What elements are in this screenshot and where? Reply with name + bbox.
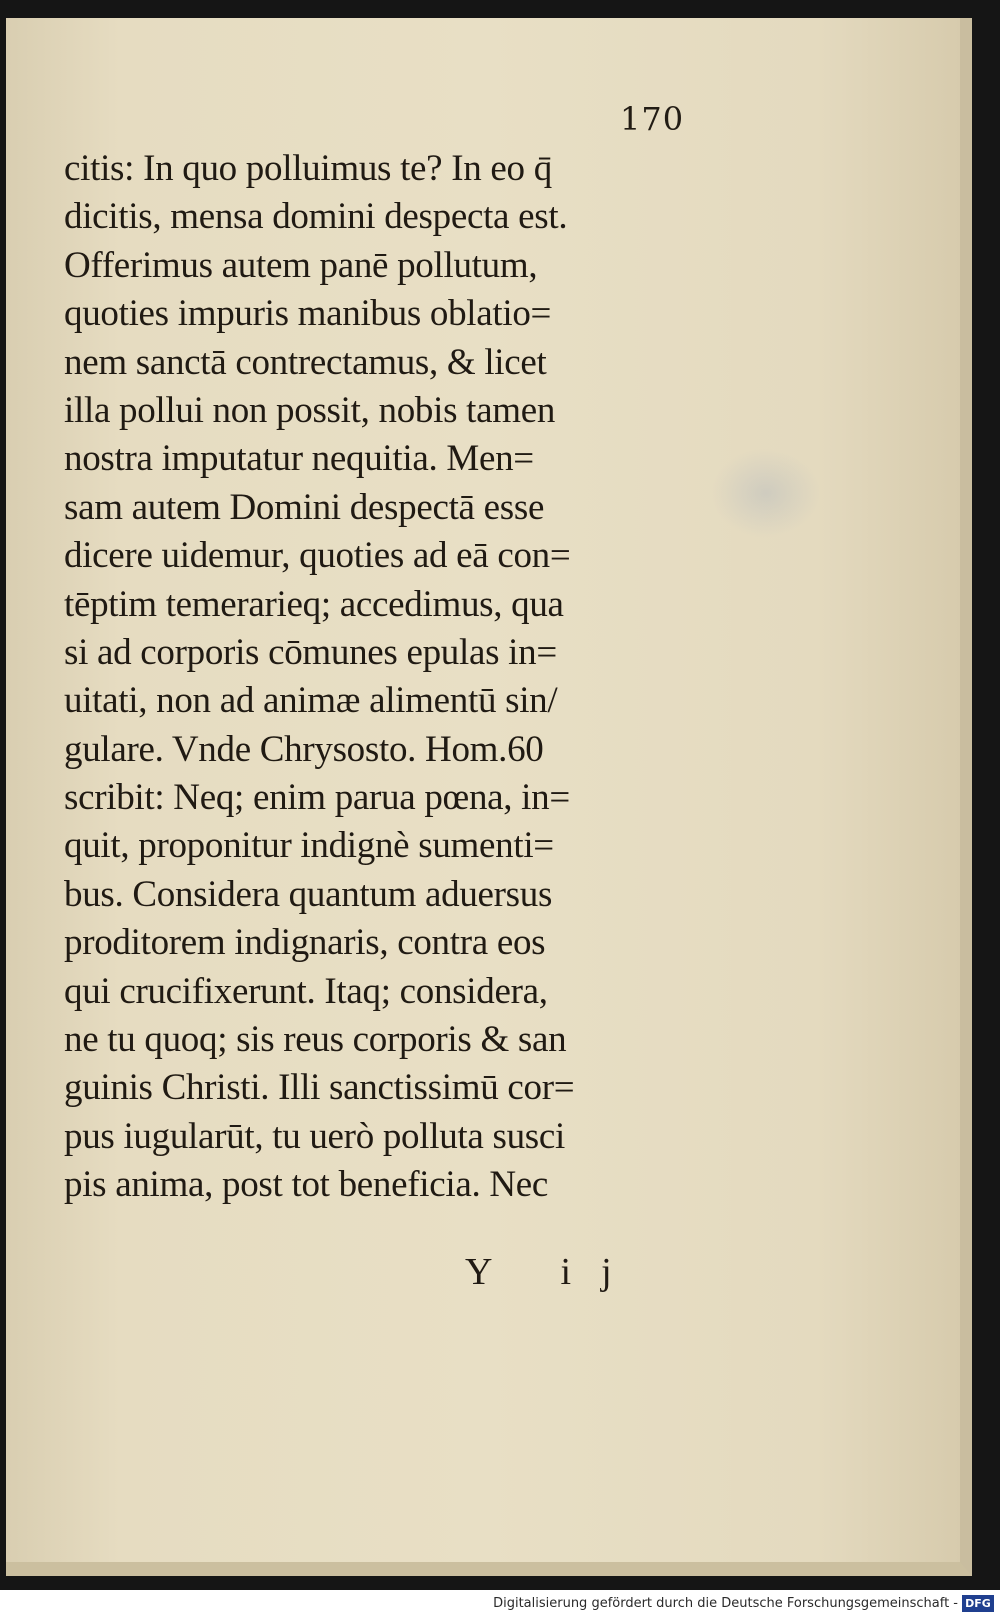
text-line: bus. Considera quantum aduersus [64, 873, 553, 915]
text-line: dicitis, mensa domini despecta est. [64, 196, 568, 238]
text-line: gulare. Vnde Chrysosto. Hom.60 [64, 728, 544, 770]
text-line: scribit: Neq; enim parua pœna, in= [64, 777, 570, 819]
dfg-logo: DFG [962, 1595, 994, 1612]
text-line: citis: In quo polluimus te? In eo q̄ [64, 148, 552, 189]
text-line: sam autem Domini despectā esse [64, 486, 545, 528]
text-line: nem sanctā contrectamus, & licet [64, 341, 547, 383]
text-line: uitati, non ad animæ alimentū sin/ [64, 680, 558, 722]
text-line: Offerimus autem panē pollutum, [64, 244, 538, 286]
signature-mark: Y ij [465, 1251, 642, 1293]
text-line: quoties impuris manibus oblatio= [64, 293, 552, 335]
text-block [64, 145, 704, 1210]
text-line: quit, proponitur indignè sumenti= [64, 825, 554, 867]
paper-stain [711, 448, 821, 538]
text-line: proditorem indignaris, contra eos [64, 922, 546, 964]
footer-credit: Digitalisierung gefördert durch die Deutsche Forschungsgemeinschaft - [493, 1596, 958, 1611]
text-line: ne tu quoq; sis reus corporis & san [64, 1019, 567, 1061]
text-line: guinis Christi. Illi sanctissimū cor= [64, 1067, 575, 1109]
page-number: 170 [620, 100, 685, 138]
text-line: illa pollui non possit, nobis tamen [64, 389, 556, 431]
text-line: tēptim temerarieq; accedimus, qua [64, 583, 564, 625]
text-line: nostra imputatur nequitia. Men= [64, 438, 534, 480]
text-line: pus iugularūt, tu uerò polluta susci [64, 1115, 565, 1157]
text-line: pis anima, post tot beneficia. Nec [64, 1164, 549, 1206]
footer-bar [0, 1590, 1000, 1620]
text-line: si ad corporis cōmunes epulas in= [64, 631, 557, 673]
text-line: qui crucifixerunt. Itaq; considera, [64, 970, 548, 1012]
text-line: dicere uidemur, quoties ad eā con= [64, 535, 571, 577]
